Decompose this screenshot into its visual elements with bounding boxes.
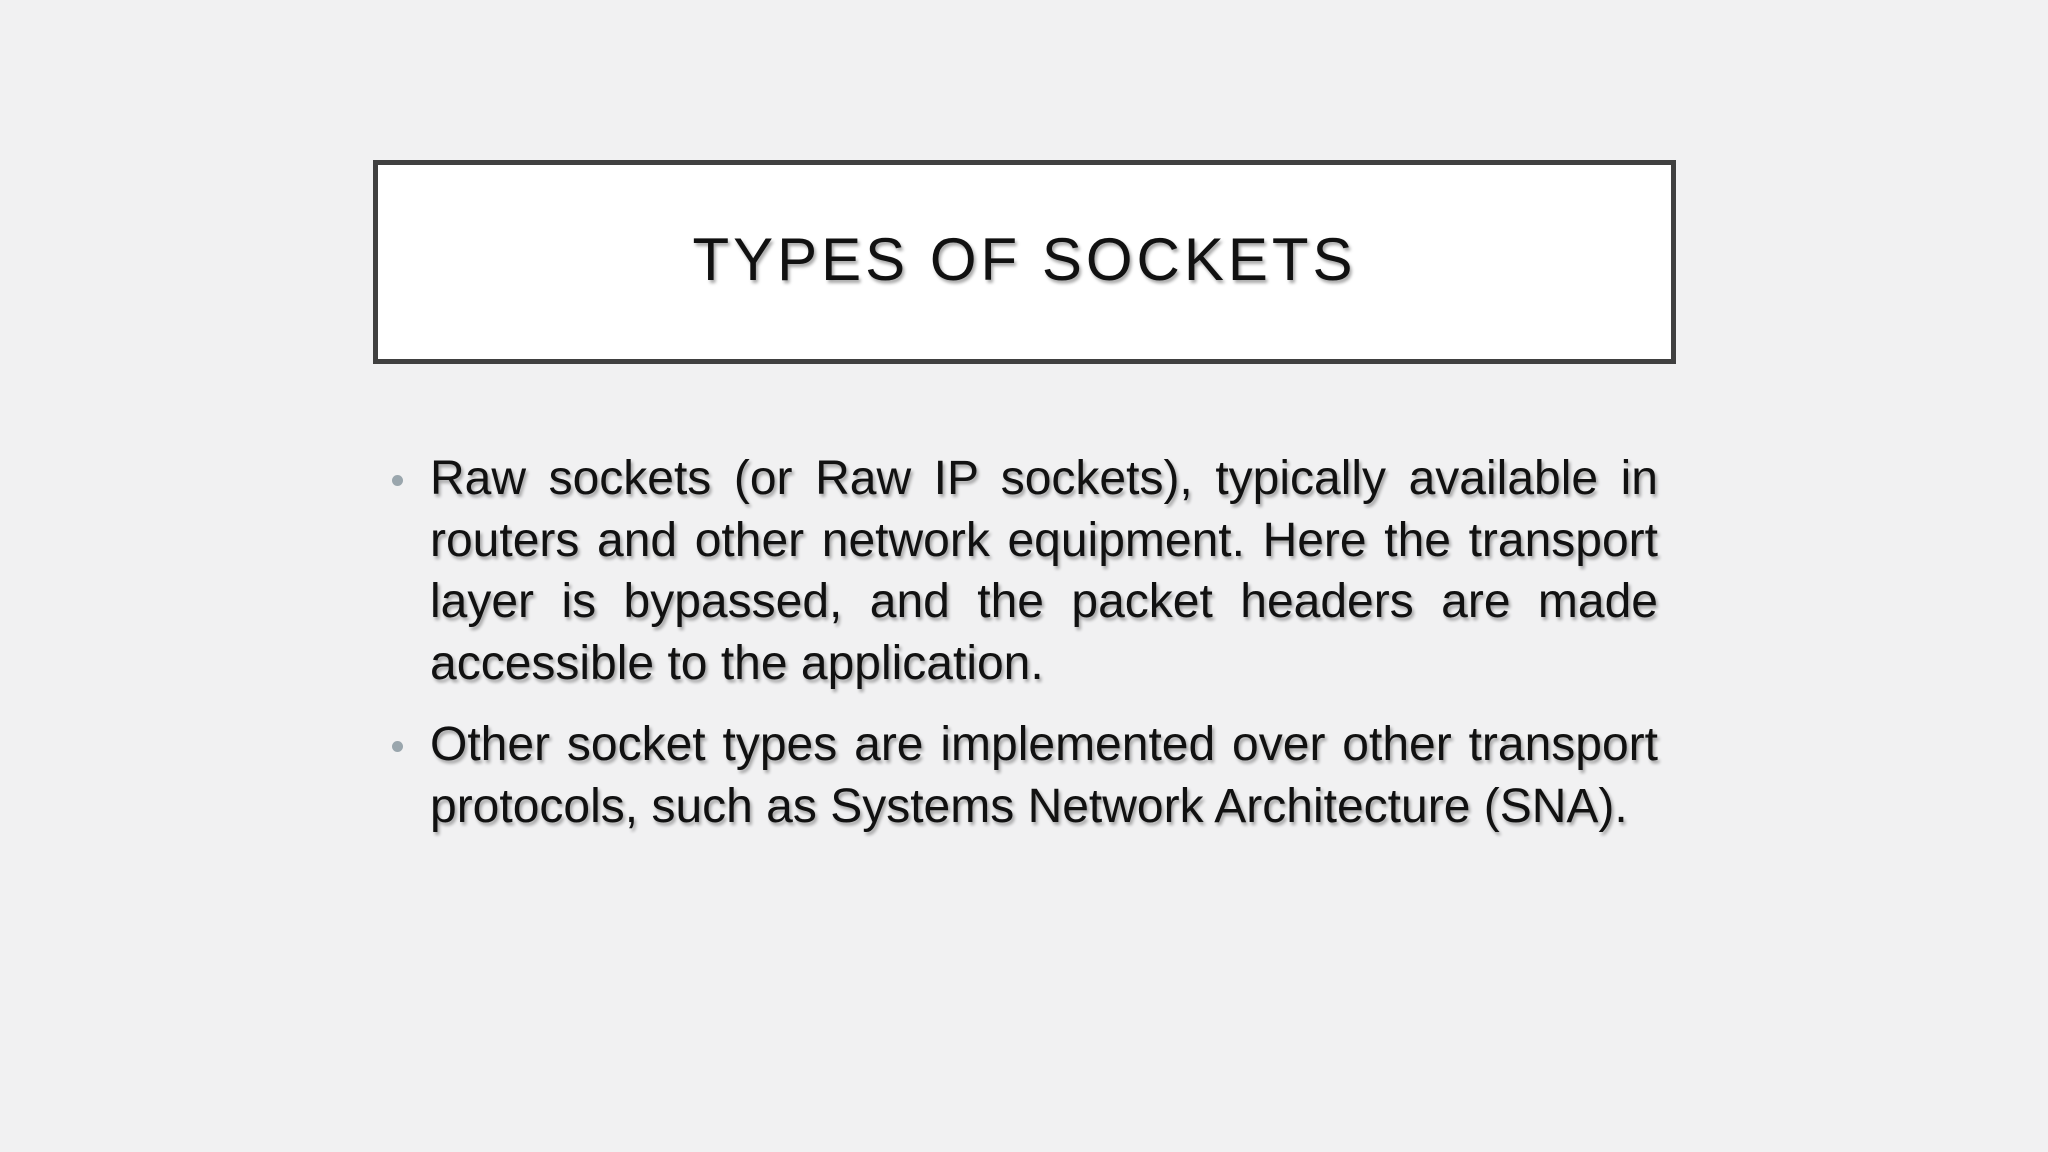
slide-title: TYPES OF SOCKETS [692,225,1357,293]
title-box [373,160,1676,364]
bullet-dot-icon [392,741,403,752]
bullet-item [388,448,1658,694]
bullet-list [388,448,1658,857]
bullet-dot-icon [392,475,403,486]
bullet-item [388,714,1658,837]
bullet-text: Raw sockets (or Raw IP sockets), typically available in routers and other network equipment. Here the transport layer is bypassed, and the packet headers are made accessible to the application. [430,452,1658,690]
bullet-text: Other socket types are implemented over other transport protocols, such as Systems Network Architecture (SNA). [430,718,1658,833]
